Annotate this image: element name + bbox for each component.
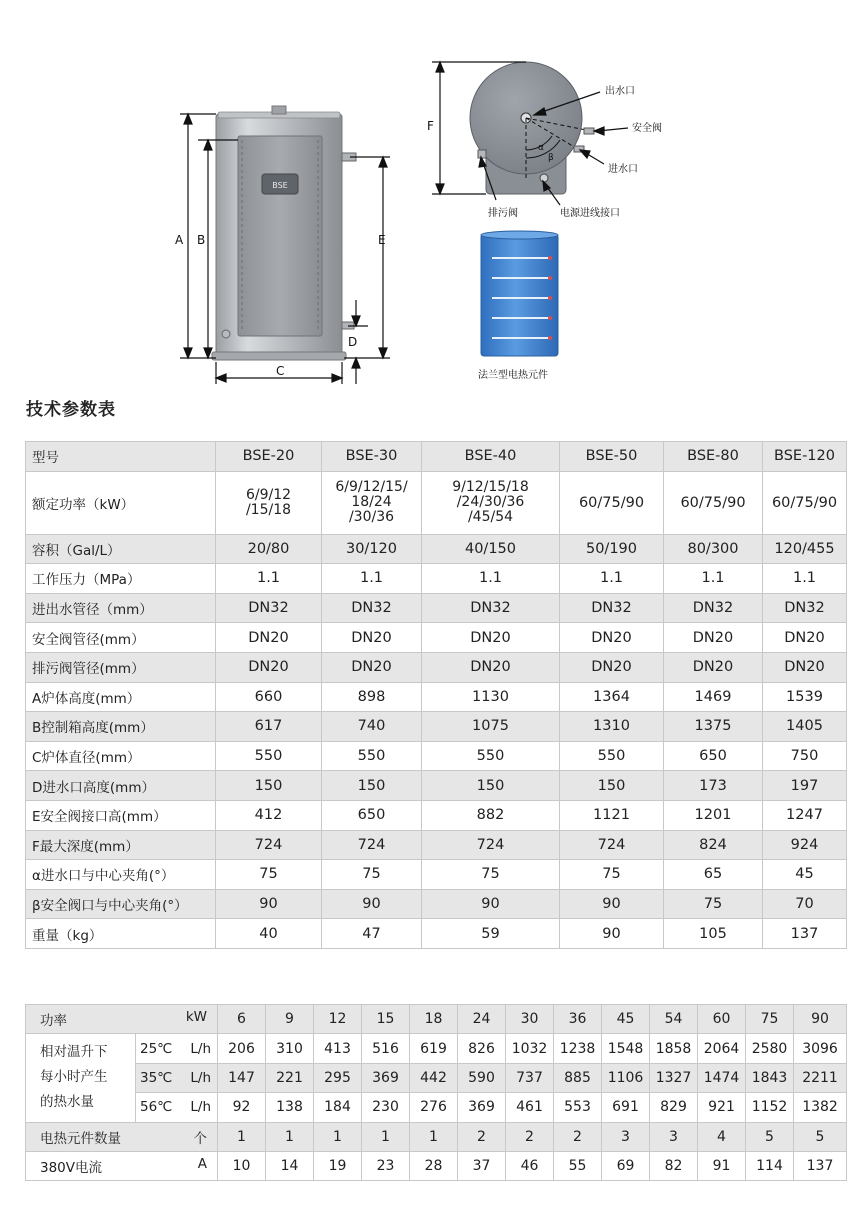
spec-cell: 724 bbox=[560, 830, 664, 860]
spec-row-label: 进出水管径（mm） bbox=[26, 593, 216, 623]
power-header-row bbox=[26, 1005, 847, 1034]
spec-cell: 30/120 bbox=[322, 534, 422, 564]
flange-heating-element bbox=[481, 231, 558, 356]
flow-group-label bbox=[26, 1034, 136, 1122]
spec-cell: 173 bbox=[664, 771, 763, 801]
spec-cell: 740 bbox=[322, 712, 422, 742]
flow-temp-cell bbox=[136, 1063, 218, 1092]
callout-inlet: 进水口 bbox=[608, 164, 638, 175]
spec-row bbox=[26, 682, 847, 712]
flow-temp: 56℃ bbox=[140, 1099, 173, 1116]
spec-cell-power bbox=[322, 471, 422, 534]
spec-table bbox=[25, 441, 847, 949]
flow-value: 737 bbox=[506, 1063, 554, 1092]
spec-cell: 1539 bbox=[763, 682, 847, 712]
flow-value: 2211 bbox=[794, 1063, 847, 1092]
flow-group-line: 每小时产生 bbox=[40, 1069, 108, 1086]
flow-value: 826 bbox=[458, 1034, 506, 1063]
spec-header-model: BSE-120 bbox=[763, 442, 847, 472]
spec-cell: 197 bbox=[763, 771, 847, 801]
spec-cell-line: 18/24 bbox=[351, 494, 392, 511]
spec-cell: 650 bbox=[322, 800, 422, 830]
spec-cell-line: 6/9/12 bbox=[245, 486, 292, 503]
figure-area bbox=[0, 0, 860, 385]
power-value: 30 bbox=[506, 1005, 554, 1034]
current-value: 19 bbox=[314, 1151, 362, 1180]
spec-cell: 90 bbox=[560, 889, 664, 919]
elements-value: 2 bbox=[554, 1122, 602, 1151]
current-value: 137 bbox=[794, 1151, 847, 1180]
power-value: 15 bbox=[362, 1005, 410, 1034]
spec-cell: 1.1 bbox=[664, 564, 763, 594]
flow-value: 1382 bbox=[794, 1093, 847, 1122]
spec-cell-power: 60/75/90 bbox=[763, 471, 847, 534]
elements-value: 1 bbox=[362, 1122, 410, 1151]
brand-logo-text: BSE bbox=[272, 181, 288, 190]
spec-cell: 1310 bbox=[560, 712, 664, 742]
spec-cell: DN20 bbox=[763, 623, 847, 653]
spec-cell: DN20 bbox=[322, 652, 422, 682]
spec-cell: 70 bbox=[763, 889, 847, 919]
spec-row-label: F最大深度(mm） bbox=[26, 830, 216, 860]
spec-row-label: 容积（Gal/L） bbox=[26, 534, 216, 564]
power-value: 9 bbox=[266, 1005, 314, 1034]
spec-cell: 724 bbox=[216, 830, 322, 860]
spec-row bbox=[26, 623, 847, 653]
spec-row-label: 工作压力（MPa） bbox=[26, 564, 216, 594]
spec-cell: 45 bbox=[763, 860, 847, 890]
spec-cell: 1405 bbox=[763, 712, 847, 742]
flow-value: 184 bbox=[314, 1093, 362, 1122]
spec-header-model: BSE-20 bbox=[216, 442, 322, 472]
power-value: 24 bbox=[458, 1005, 506, 1034]
spec-row bbox=[26, 741, 847, 771]
spec-cell: 724 bbox=[322, 830, 422, 860]
power-value: 6 bbox=[218, 1005, 266, 1034]
spec-cell: 1364 bbox=[560, 682, 664, 712]
power-row-elements bbox=[26, 1122, 847, 1151]
spec-header-model: BSE-30 bbox=[322, 442, 422, 472]
spec-row bbox=[26, 564, 847, 594]
elements-unit: 个 bbox=[193, 1130, 208, 1147]
spec-cell: 660 bbox=[216, 682, 322, 712]
flow-group-line: 相对温升下 bbox=[40, 1044, 108, 1061]
spec-cell: 150 bbox=[322, 771, 422, 801]
spec-row-rated-power bbox=[26, 471, 847, 534]
flow-value: 206 bbox=[218, 1034, 266, 1063]
flow-value: 1548 bbox=[602, 1034, 650, 1063]
flow-row bbox=[26, 1034, 847, 1063]
spec-cell: 90 bbox=[322, 889, 422, 919]
angle-label-alpha: α bbox=[538, 143, 544, 153]
flow-temp-cell bbox=[136, 1093, 218, 1122]
spec-cell: 40/150 bbox=[422, 534, 560, 564]
spec-cell: DN20 bbox=[560, 623, 664, 653]
dim-label-c: C bbox=[276, 364, 285, 378]
spec-cell-line: /45/54 bbox=[467, 509, 514, 526]
spec-cell: 105 bbox=[664, 919, 763, 949]
spec-row-label: β安全阀口与中心夹角(°） bbox=[26, 889, 216, 919]
spec-cell: 40 bbox=[216, 919, 322, 949]
power-row-current bbox=[26, 1151, 847, 1180]
current-value: 46 bbox=[506, 1151, 554, 1180]
flow-value: 590 bbox=[458, 1063, 506, 1092]
power-unit: kW bbox=[185, 1009, 208, 1026]
flow-value: 1843 bbox=[746, 1063, 794, 1092]
spec-cell: 1247 bbox=[763, 800, 847, 830]
spec-row bbox=[26, 830, 847, 860]
spec-cell: 75 bbox=[664, 889, 763, 919]
spec-cell: 824 bbox=[664, 830, 763, 860]
spec-cell: 50/190 bbox=[560, 534, 664, 564]
spec-cell: 650 bbox=[664, 741, 763, 771]
spec-row-label: α进水口与中心夹角(°） bbox=[26, 860, 216, 890]
spec-cell: 75 bbox=[216, 860, 322, 890]
flow-temp: 25℃ bbox=[140, 1040, 173, 1057]
spec-row bbox=[26, 889, 847, 919]
spec-row-label: 额定功率（kW） bbox=[26, 471, 216, 534]
spec-cell-power bbox=[216, 471, 322, 534]
spec-cell: 75 bbox=[322, 860, 422, 890]
elements-value: 1 bbox=[218, 1122, 266, 1151]
spec-cell-line: 9/12/15/18 bbox=[452, 479, 529, 496]
flow-value: 138 bbox=[266, 1093, 314, 1122]
flow-value: 3096 bbox=[794, 1034, 847, 1063]
flow-value: 691 bbox=[602, 1093, 650, 1122]
flow-value: 829 bbox=[650, 1093, 698, 1122]
callout-power-inlet: 电源进线接口 bbox=[560, 208, 620, 219]
spec-row bbox=[26, 712, 847, 742]
elements-label-wrap bbox=[40, 1127, 217, 1147]
flow-temp: 35℃ bbox=[140, 1069, 173, 1086]
spec-cell: 882 bbox=[422, 800, 560, 830]
spec-cell: 412 bbox=[216, 800, 322, 830]
spec-cell: 137 bbox=[763, 919, 847, 949]
spec-row-label: 安全阀管径(mm） bbox=[26, 623, 216, 653]
spec-row-label: E安全阀接口高(mm） bbox=[26, 800, 216, 830]
flow-value: 369 bbox=[362, 1063, 410, 1092]
spec-cell: 1130 bbox=[422, 682, 560, 712]
flow-unit: L/h bbox=[190, 1069, 212, 1086]
flange-caption: 法兰型电热元件 bbox=[478, 370, 548, 381]
elements-label: 电热元件数量 bbox=[40, 1130, 121, 1147]
power-label: 功率 bbox=[40, 1013, 67, 1030]
spec-cell: 150 bbox=[422, 771, 560, 801]
spec-cell: 550 bbox=[422, 741, 560, 771]
spec-cell-power: 60/75/90 bbox=[560, 471, 664, 534]
spec-cell-line: /15/18 bbox=[245, 501, 292, 518]
spec-cell: DN20 bbox=[322, 623, 422, 653]
spec-cell: 750 bbox=[763, 741, 847, 771]
current-label: 380V电流 bbox=[40, 1160, 103, 1177]
spec-header-row bbox=[26, 442, 847, 472]
spec-cell: 80/300 bbox=[664, 534, 763, 564]
flow-value: 516 bbox=[362, 1034, 410, 1063]
spec-cell: 1469 bbox=[664, 682, 763, 712]
flow-value: 413 bbox=[314, 1034, 362, 1063]
spec-row bbox=[26, 534, 847, 564]
spec-cell: 1.1 bbox=[422, 564, 560, 594]
current-value: 55 bbox=[554, 1151, 602, 1180]
current-label-wrap bbox=[40, 1156, 217, 1176]
spec-cell-line: /30/36 bbox=[348, 509, 395, 526]
power-value: 12 bbox=[314, 1005, 362, 1034]
elements-label-cell bbox=[26, 1122, 218, 1151]
flow-value: 369 bbox=[458, 1093, 506, 1122]
spec-cell: 898 bbox=[322, 682, 422, 712]
spec-cell: 550 bbox=[216, 741, 322, 771]
flow-value: 553 bbox=[554, 1093, 602, 1122]
current-unit: A bbox=[197, 1156, 208, 1173]
spec-row-label: B控制箱高度(mm） bbox=[26, 712, 216, 742]
callout-drain-valve: 排污阀 bbox=[488, 208, 518, 219]
spec-cell: DN20 bbox=[216, 652, 322, 682]
spec-row bbox=[26, 771, 847, 801]
dim-label-d: D bbox=[348, 335, 358, 349]
current-value: 23 bbox=[362, 1151, 410, 1180]
flow-value: 1858 bbox=[650, 1034, 698, 1063]
dim-label-f: F bbox=[427, 119, 434, 133]
spec-cell: DN20 bbox=[216, 623, 322, 653]
spec-cell-line: 6/9/12/15/ bbox=[335, 479, 408, 496]
flow-value: 885 bbox=[554, 1063, 602, 1092]
spec-cell: 550 bbox=[560, 741, 664, 771]
spec-row-label: C炉体直径(mm） bbox=[26, 741, 216, 771]
flow-temp-wrap bbox=[136, 1041, 217, 1057]
power-value: 75 bbox=[746, 1005, 794, 1034]
elements-value: 2 bbox=[458, 1122, 506, 1151]
spec-cell: 75 bbox=[422, 860, 560, 890]
spec-cell: DN20 bbox=[422, 623, 560, 653]
flow-value: 1152 bbox=[746, 1093, 794, 1122]
flow-value: 310 bbox=[266, 1034, 314, 1063]
spec-cell: DN32 bbox=[664, 593, 763, 623]
flow-row bbox=[26, 1093, 847, 1122]
power-value: 60 bbox=[698, 1005, 746, 1034]
diagram-svg bbox=[0, 0, 860, 385]
power-value: 36 bbox=[554, 1005, 602, 1034]
current-value: 37 bbox=[458, 1151, 506, 1180]
spec-cell: 47 bbox=[322, 919, 422, 949]
current-value: 114 bbox=[746, 1151, 794, 1180]
spec-cell: 1.1 bbox=[216, 564, 322, 594]
spec-cell: 90 bbox=[560, 919, 664, 949]
flow-value: 2580 bbox=[746, 1034, 794, 1063]
callout-safety-valve: 安全阀 bbox=[632, 123, 662, 134]
spec-header-model: BSE-50 bbox=[560, 442, 664, 472]
spec-header-label: 型号 bbox=[26, 442, 216, 472]
elements-value: 2 bbox=[506, 1122, 554, 1151]
dim-label-e: E bbox=[378, 233, 386, 247]
spec-header-model: BSE-80 bbox=[664, 442, 763, 472]
spec-cell: 1.1 bbox=[560, 564, 664, 594]
flow-value: 619 bbox=[410, 1034, 458, 1063]
flow-value: 1474 bbox=[698, 1063, 746, 1092]
spec-cell: 75 bbox=[560, 860, 664, 890]
elements-value: 1 bbox=[410, 1122, 458, 1151]
spec-cell: DN20 bbox=[664, 652, 763, 682]
spec-cell: 20/80 bbox=[216, 534, 322, 564]
spec-cell-power: 60/75/90 bbox=[664, 471, 763, 534]
flow-unit: L/h bbox=[190, 1099, 212, 1116]
spec-cell: 65 bbox=[664, 860, 763, 890]
flow-unit: L/h bbox=[190, 1040, 212, 1057]
flow-value: 1106 bbox=[602, 1063, 650, 1092]
current-value: 69 bbox=[602, 1151, 650, 1180]
elements-value: 4 bbox=[698, 1122, 746, 1151]
spec-cell: 617 bbox=[216, 712, 322, 742]
elements-value: 5 bbox=[746, 1122, 794, 1151]
spec-cell: 1375 bbox=[664, 712, 763, 742]
flow-temp-cell bbox=[136, 1034, 218, 1063]
flow-value: 1327 bbox=[650, 1063, 698, 1092]
spec-header-model: BSE-40 bbox=[422, 442, 560, 472]
power-label-wrap bbox=[40, 1009, 217, 1029]
spec-cell: 550 bbox=[322, 741, 422, 771]
spec-cell: DN20 bbox=[422, 652, 560, 682]
spec-cell: 1201 bbox=[664, 800, 763, 830]
current-value: 91 bbox=[698, 1151, 746, 1180]
current-value: 28 bbox=[410, 1151, 458, 1180]
section-title: 技术参数表 bbox=[26, 400, 116, 420]
spec-cell: 1.1 bbox=[763, 564, 847, 594]
spec-cell: DN20 bbox=[664, 623, 763, 653]
flow-value: 230 bbox=[362, 1093, 410, 1122]
spec-cell: 90 bbox=[422, 889, 560, 919]
angle-label-beta: β bbox=[548, 153, 554, 163]
current-value: 82 bbox=[650, 1151, 698, 1180]
flow-value: 461 bbox=[506, 1093, 554, 1122]
spec-row bbox=[26, 652, 847, 682]
power-value: 45 bbox=[602, 1005, 650, 1034]
spec-row bbox=[26, 593, 847, 623]
elements-value: 3 bbox=[602, 1122, 650, 1151]
spec-cell: DN20 bbox=[560, 652, 664, 682]
dim-label-b: B bbox=[197, 233, 206, 247]
spec-cell: DN20 bbox=[763, 652, 847, 682]
spec-cell: 150 bbox=[560, 771, 664, 801]
power-table bbox=[25, 1004, 847, 1181]
spec-cell: 1121 bbox=[560, 800, 664, 830]
spec-row bbox=[26, 800, 847, 830]
tank-top-view bbox=[470, 62, 594, 194]
flow-value: 2064 bbox=[698, 1034, 746, 1063]
current-label-cell bbox=[26, 1151, 218, 1180]
power-value: 54 bbox=[650, 1005, 698, 1034]
spec-cell: DN32 bbox=[422, 593, 560, 623]
spec-cell: 90 bbox=[216, 889, 322, 919]
flow-value: 276 bbox=[410, 1093, 458, 1122]
elements-value: 1 bbox=[314, 1122, 362, 1151]
flow-temp-wrap bbox=[136, 1099, 217, 1115]
elements-value: 5 bbox=[794, 1122, 847, 1151]
spec-cell: DN32 bbox=[560, 593, 664, 623]
spec-cell: 1075 bbox=[422, 712, 560, 742]
spec-cell: 724 bbox=[422, 830, 560, 860]
spec-cell-line: /24/30/36 bbox=[456, 494, 525, 511]
spec-cell: 1.1 bbox=[322, 564, 422, 594]
power-value: 18 bbox=[410, 1005, 458, 1034]
flow-value: 1032 bbox=[506, 1034, 554, 1063]
current-value: 10 bbox=[218, 1151, 266, 1180]
spec-row-label: 重量（kg） bbox=[26, 919, 216, 949]
flow-value: 1238 bbox=[554, 1034, 602, 1063]
spec-row bbox=[26, 919, 847, 949]
flow-value: 295 bbox=[314, 1063, 362, 1092]
elements-value: 3 bbox=[650, 1122, 698, 1151]
spec-row-label: A炉体高度(mm） bbox=[26, 682, 216, 712]
flow-group-line: 的热水量 bbox=[40, 1094, 94, 1111]
spec-cell: 150 bbox=[216, 771, 322, 801]
dim-label-a: A bbox=[175, 233, 184, 247]
flow-value: 147 bbox=[218, 1063, 266, 1092]
spec-cell: DN32 bbox=[763, 593, 847, 623]
spec-cell-power bbox=[422, 471, 560, 534]
spec-row-label: D进水口高度(mm） bbox=[26, 771, 216, 801]
flow-temp-wrap bbox=[136, 1070, 217, 1086]
flow-value: 92 bbox=[218, 1093, 266, 1122]
spec-cell: 120/455 bbox=[763, 534, 847, 564]
callout-outlet: 出水口 bbox=[605, 86, 635, 97]
spec-cell: 924 bbox=[763, 830, 847, 860]
spec-cell: 59 bbox=[422, 919, 560, 949]
flow-row bbox=[26, 1063, 847, 1092]
spec-row-label: 排污阀管径(mm） bbox=[26, 652, 216, 682]
flow-value: 442 bbox=[410, 1063, 458, 1092]
power-value: 90 bbox=[794, 1005, 847, 1034]
flow-value: 921 bbox=[698, 1093, 746, 1122]
flow-value: 221 bbox=[266, 1063, 314, 1092]
tank-front-view bbox=[212, 106, 356, 360]
spec-row bbox=[26, 860, 847, 890]
current-value: 14 bbox=[266, 1151, 314, 1180]
spec-cell: DN32 bbox=[322, 593, 422, 623]
power-header-label bbox=[26, 1005, 218, 1034]
spec-cell: DN32 bbox=[216, 593, 322, 623]
elements-value: 1 bbox=[266, 1122, 314, 1151]
